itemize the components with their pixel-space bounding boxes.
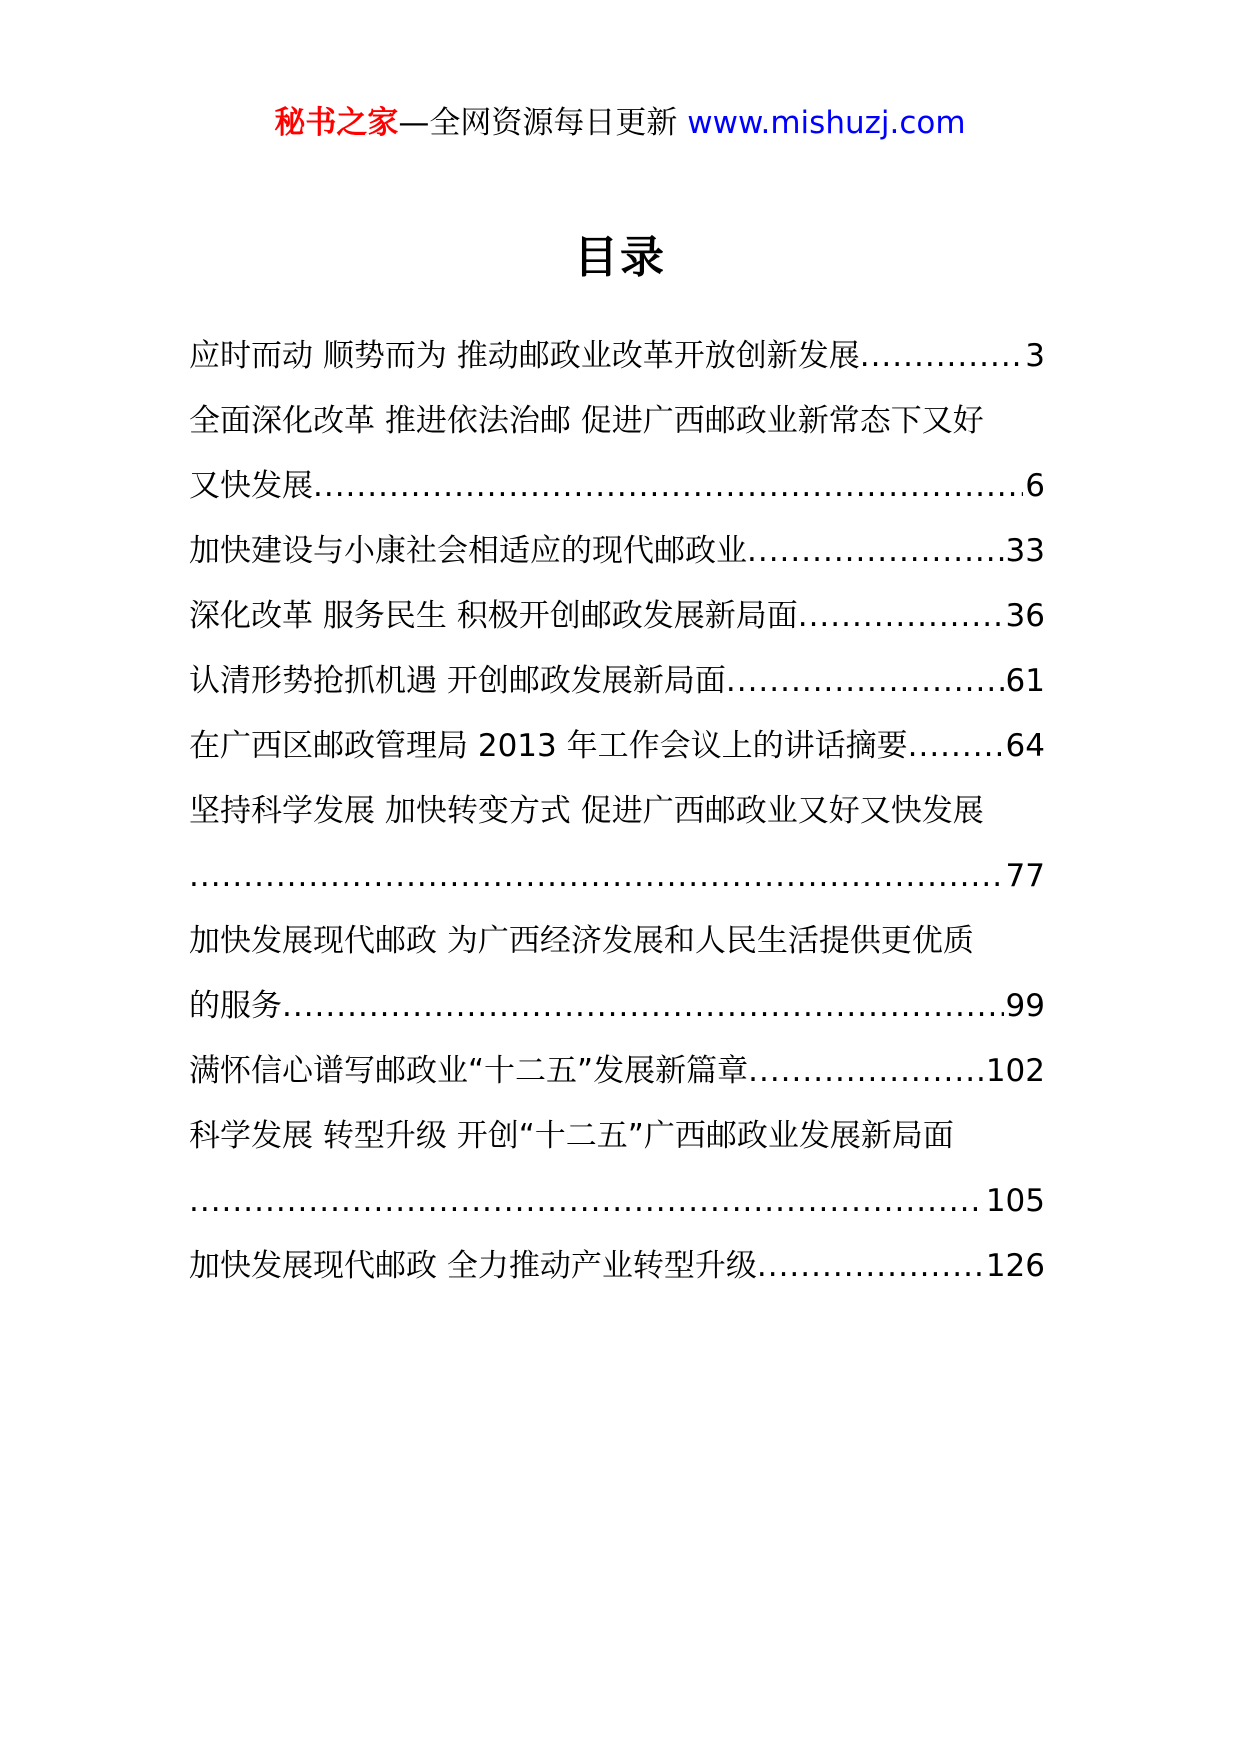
toc-entry-title: 在广西区邮政管理局 2013 年工作会议上的讲话摘要 — [189, 728, 908, 764]
toc-entry-title: 应时而动 顺势而为 推动邮政业改革开放创新发展 — [189, 338, 860, 374]
toc-entry-line2[interactable] — [189, 974, 1045, 1039]
toc-entry[interactable] — [189, 1234, 1045, 1299]
toc-entry-page: 77 — [1005, 858, 1045, 894]
toc-leader-dots — [726, 649, 1004, 714]
toc-entry-page: 33 — [1005, 533, 1045, 569]
toc-entry-title: 坚持科学发展 加快转变方式 促进广西邮政业又好又快发展 — [189, 793, 984, 829]
toc-leader-dots — [908, 714, 1004, 779]
toc-leader-dots — [747, 519, 1004, 584]
toc-entry-line1[interactable] — [189, 779, 1045, 844]
toc-entry-title: 深化改革 服务民生 积极开创邮政发展新局面 — [189, 598, 798, 634]
toc-entry-title-cont: 的服务 — [189, 988, 282, 1024]
toc-entry-title: 科学发展 转型升级 开创“十二五”广西邮政业发展新局面 — [189, 1118, 954, 1154]
toc-entry-line1[interactable] — [189, 1104, 1045, 1169]
toc-entry-line1[interactable] — [189, 909, 1045, 974]
toc-entry-line1[interactable] — [189, 389, 1045, 454]
toc-entry[interactable] — [189, 519, 1045, 584]
toc-entry-title-cont: 又快发展 — [189, 468, 313, 504]
toc-leader-dots — [798, 584, 1004, 649]
brand-name: 秘书之家 — [274, 105, 399, 141]
table-of-contents — [189, 324, 1045, 1299]
toc-entry[interactable] — [189, 1039, 1045, 1104]
toc-entry-line2[interactable] — [189, 844, 1045, 909]
toc-entry-line2[interactable] — [189, 1169, 1045, 1234]
toc-entry-title: 加快发展现代邮政 全力推动产业转型升级 — [189, 1248, 757, 1284]
toc-leader-dots — [282, 974, 1004, 1039]
toc-entry-page: 126 — [985, 1248, 1045, 1284]
toc-entry-page: 6 — [1025, 468, 1045, 504]
toc-entry-page: 105 — [985, 1183, 1045, 1219]
toc-entry-page: 61 — [1005, 663, 1045, 699]
toc-entry[interactable] — [189, 714, 1045, 779]
toc-entry-page: 64 — [1005, 728, 1045, 764]
toc-leader-dots — [313, 454, 1023, 519]
toc-leader-dots — [860, 324, 1024, 389]
site-url-link[interactable]: www.mishuzj.com — [687, 105, 966, 141]
page-title: 目录 — [574, 232, 666, 283]
toc-entry-title: 加快建设与小康社会相适应的现代邮政业 — [189, 533, 747, 569]
toc-entry-title: 满怀信心谱写邮政业“十二五”发展新篇章 — [189, 1053, 749, 1089]
toc-entry-line2[interactable] — [189, 454, 1045, 519]
toc-entry[interactable] — [189, 584, 1045, 649]
site-header — [0, 100, 1240, 146]
toc-leader-dots — [757, 1234, 984, 1299]
toc-leader-dots — [189, 1169, 984, 1234]
toc-entry-page: 99 — [1005, 988, 1045, 1024]
toc-entry-page: 102 — [985, 1053, 1045, 1089]
toc-entry[interactable] — [189, 324, 1045, 389]
toc-entry[interactable] — [189, 649, 1045, 714]
toc-entry-title: 全面深化改革 推进依法治邮 促进广西邮政业新常态下又好 — [189, 403, 984, 439]
header-slogan: —全网资源每日更新 — [398, 105, 688, 141]
toc-leader-dots — [189, 844, 1004, 909]
toc-entry-title: 加快发展现代邮政 为广西经济发展和人民生活提供更优质 — [189, 923, 974, 959]
toc-leader-dots — [748, 1039, 984, 1104]
toc-entry-title: 认清形势抢抓机遇 开创邮政发展新局面 — [189, 663, 726, 699]
toc-entry-page: 36 — [1005, 598, 1045, 634]
toc-entry-page: 3 — [1025, 338, 1045, 374]
